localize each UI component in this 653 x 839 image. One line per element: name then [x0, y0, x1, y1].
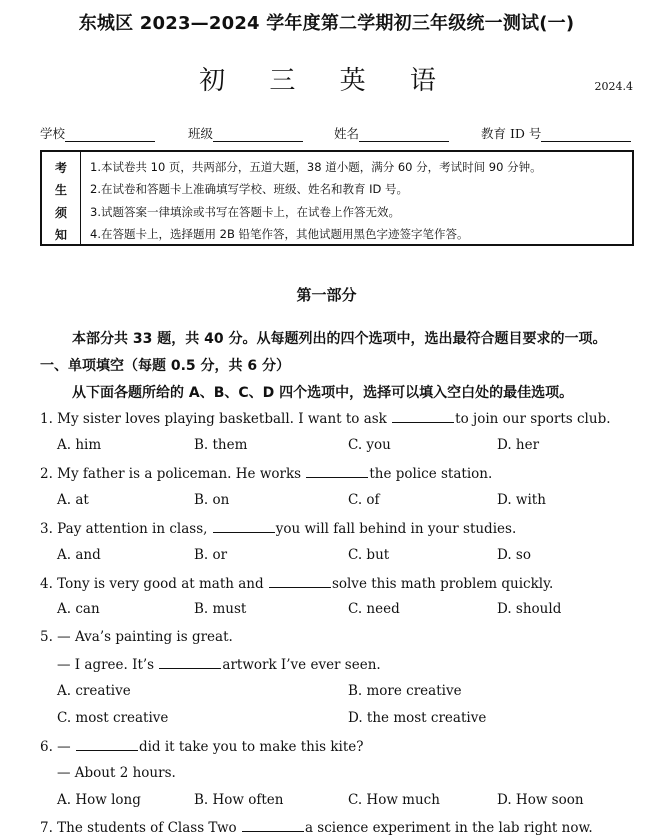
- option-b[interactable]: B. must: [194, 601, 247, 617]
- class-label: 班级: [188, 126, 214, 141]
- option-a[interactable]: A. creative: [57, 683, 131, 699]
- question-text: a science experiment in the lab right now.: [304, 820, 593, 836]
- option-a[interactable]: A. at: [57, 492, 89, 508]
- question-text: you will fall behind in your studies.: [275, 521, 517, 537]
- question-6-reply: — About 2 hours.: [57, 765, 176, 781]
- option-a[interactable]: A. and: [57, 547, 101, 563]
- question-text: — I agree. It’s: [57, 657, 159, 673]
- school-blank[interactable]: [65, 127, 155, 142]
- option-a[interactable]: A. How long: [57, 792, 141, 808]
- notice-item: 4.在答题卡上，选择题用 2B 铅笔作答，其他试题用黑色字迹签字笔作答。: [90, 227, 469, 241]
- option-a[interactable]: A. him: [57, 437, 102, 453]
- question-text: did it take you to make this kite?: [138, 739, 364, 755]
- answer-blank[interactable]: [76, 738, 138, 751]
- notice-item: 3.试题答案一律填涂或书写在答题卡上，在试卷上作答无效。: [90, 205, 400, 219]
- section-title: 一、单项填空（每题 0.5 分，共 6 分）: [40, 358, 291, 374]
- option-c[interactable]: C. How much: [348, 792, 440, 808]
- option-a[interactable]: A. can: [57, 601, 100, 617]
- option-c[interactable]: C. need: [348, 601, 400, 617]
- option-c[interactable]: C. you: [348, 437, 391, 453]
- question-5-reply: [57, 656, 381, 673]
- part-intro: 本部分共 33 题，共 40 分。从每题列出的四个选项中，选出最符合题目要求的一项。: [72, 331, 607, 347]
- notice-item: 1.本试卷共 10 页，共两部分，五道大题，38 道小题，满分 60 分，考试时间 90 分钟。: [90, 160, 542, 174]
- name-blank[interactable]: [359, 127, 449, 142]
- option-d[interactable]: D. the most creative: [348, 710, 487, 726]
- answer-blank[interactable]: [242, 819, 304, 832]
- answer-blank[interactable]: [392, 410, 454, 423]
- notice-heading: [42, 152, 81, 244]
- question-1: [40, 410, 611, 427]
- option-c[interactable]: C. most creative: [57, 710, 169, 726]
- notice-item: 2.在试卷和答题卡上准确填写学校、班级、姓名和教育 ID 号。: [90, 182, 409, 196]
- school-label: 学校: [40, 126, 66, 141]
- subject-title: 初 三 英 语: [199, 66, 454, 96]
- exam-date: 2024.4: [594, 80, 633, 93]
- notice-heading-char: 生: [54, 183, 67, 197]
- option-b[interactable]: B. or: [194, 547, 228, 563]
- option-b[interactable]: B. on: [194, 492, 230, 508]
- question-text: the police station.: [369, 466, 493, 482]
- option-c[interactable]: C. of: [348, 492, 380, 508]
- exam-notice-box: [40, 150, 634, 246]
- question-text: 6. —: [40, 739, 75, 755]
- answer-blank[interactable]: [269, 575, 331, 588]
- notice-heading-char: 须: [54, 206, 67, 220]
- education-id-label: 教育 ID 号: [481, 126, 542, 141]
- question-5: 5. — Ava’s painting is great.: [40, 629, 233, 645]
- option-d[interactable]: D. with: [497, 492, 546, 508]
- question-3: [40, 520, 516, 537]
- option-d[interactable]: D. so: [497, 547, 531, 563]
- name-label: 姓名: [334, 126, 360, 141]
- notice-heading-char: 知: [54, 228, 67, 242]
- question-text: 1. My sister loves playing basketball. I want to ask: [40, 411, 392, 427]
- question-2: [40, 465, 492, 482]
- section-instruction: 从下面各题所给的 A、B、C、D 四个选项中，选择可以填入空白处的最佳选项。: [72, 385, 574, 401]
- part-title: 第一部分: [296, 286, 357, 304]
- answer-blank[interactable]: [213, 520, 275, 533]
- option-b[interactable]: B. them: [194, 437, 248, 453]
- answer-blank[interactable]: [159, 656, 221, 669]
- school-field[interactable]: [40, 124, 155, 142]
- option-d[interactable]: D. her: [497, 437, 540, 453]
- education-id-field[interactable]: [481, 124, 631, 142]
- question-text: solve this math problem quickly.: [331, 576, 554, 592]
- question-7: [40, 819, 593, 836]
- notice-heading-char: 考: [54, 161, 67, 175]
- question-text: 2. My father is a policeman. He works: [40, 466, 306, 482]
- question-text: 3. Pay attention in class,: [40, 521, 212, 537]
- name-field[interactable]: [334, 124, 449, 142]
- exam-title: 东城区 2023—2024 学年度第二学期初三年级统一测试(一): [78, 13, 575, 34]
- question-4: [40, 575, 553, 592]
- question-text: artwork I’ve ever seen.: [222, 657, 381, 673]
- question-text: 4. Tony is very good at math and: [40, 576, 268, 592]
- class-field[interactable]: [188, 124, 303, 142]
- option-b[interactable]: B. How often: [194, 792, 284, 808]
- option-d[interactable]: D. How soon: [497, 792, 584, 808]
- question-text: 7. The students of Class Two: [40, 820, 241, 836]
- option-d[interactable]: D. should: [497, 601, 562, 617]
- class-blank[interactable]: [213, 127, 303, 142]
- question-text: to join our sports club.: [455, 411, 611, 427]
- education-id-blank[interactable]: [541, 127, 631, 142]
- option-c[interactable]: C. but: [348, 547, 390, 563]
- option-b[interactable]: B. more creative: [348, 683, 462, 699]
- question-6: [40, 738, 364, 755]
- answer-blank[interactable]: [306, 465, 368, 478]
